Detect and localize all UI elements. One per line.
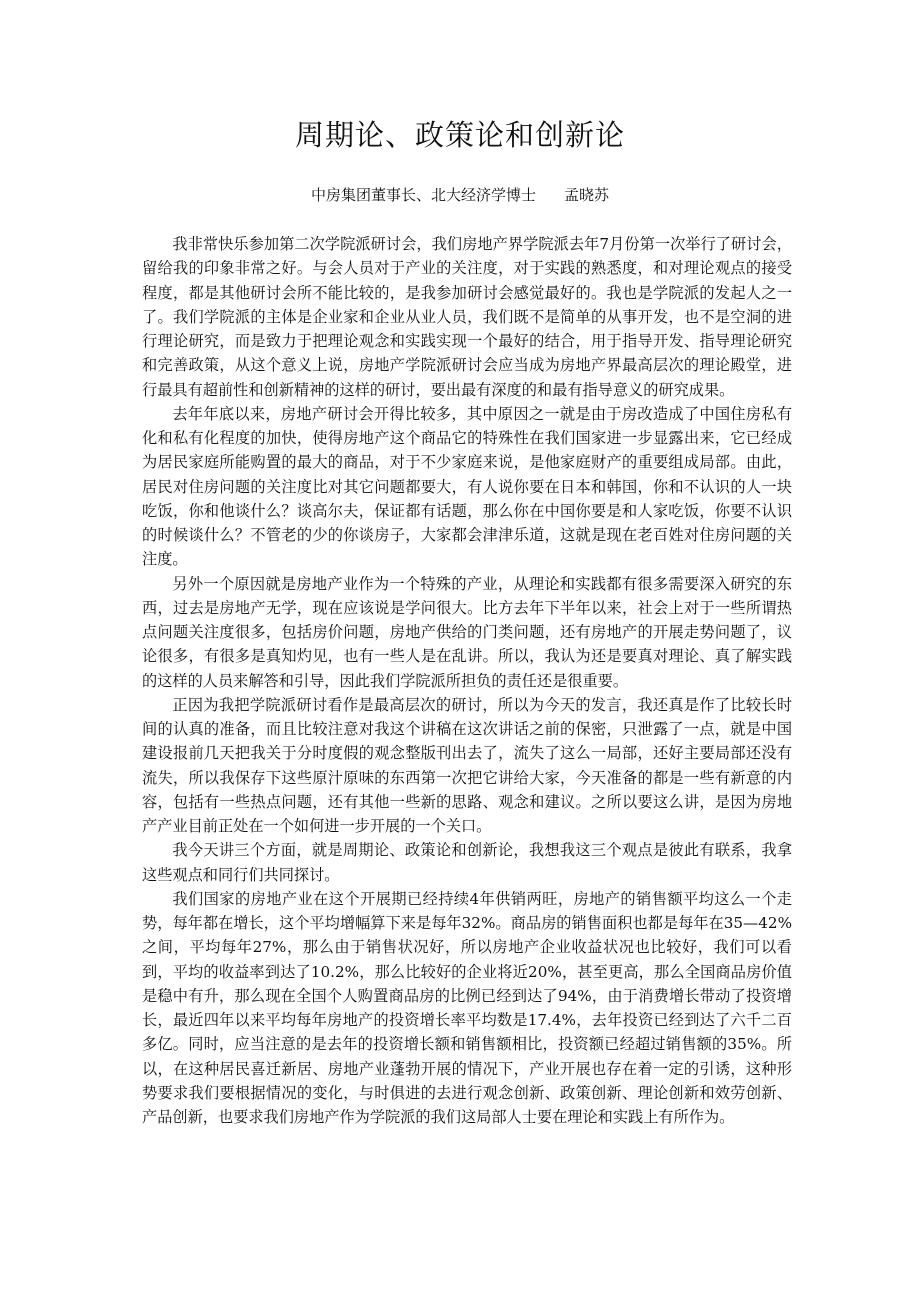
- author-name: 孟晓苏: [564, 186, 610, 204]
- page-title: 周期论、政策论和创新论: [294, 118, 625, 152]
- author-affiliation: 中房集团董事长、北大经济学博士: [310, 186, 536, 204]
- paragraph-2: 去年年底以来，房地产研讨会开得比较多，其中原因之一就是由于房改造成了中国住房私有化和私有化程度的加快，使得房地产这个商品它的特殊性在我们国家进一步显露出来，它已经成为居民家庭所能购置的最大的商品，对于不少家庭来说，是他家庭财产的重要组成局部。由此，居民对住房问题的关注度比对其它问题都要大，有人说你要在日本和韩国，你和不认识的人一块吃饭，你和他谈什么？谈高尔夫，保证都有话题，那么你在中国你要是和人家吃饭，你要不认识的时候谈什么？不管老的少的你谈房子，大家都会津津乐道，这就是现在老百姓对住房问题的关注度。: [142, 404, 792, 569]
- paragraph-3: 另外一个原因就是房地产业作为一个特殊的产业，从理论和实践都有很多需要深入研究的东西，过去是房地产无学，现在应该说是学问很大。比方去年下半年以来，社会上对于一些所谓热点问题关注度很多，包括房价问题，房地产供给的门类问题，还有房地产的开展走势问题了，议论很多，有很多是真知灼见，也有一些人是在乱讲。所以，我认为还是要真对理论、真了解实践的这样的人员来解答和引导，因此我们学院派所担负的责任还是很重要。: [142, 574, 792, 690]
- paragraph-5: 我今天讲三个方面，就是周期论、政策论和创新论，我想我这三个观点是彼此有联系，我拿这些观点和同行们共同探讨。: [142, 841, 792, 884]
- paragraph-1: 我非常快乐参加第二次学院派研讨会，我们房地产界学院派去年7月份第一次举行了研讨会，留给我的印象非常之好。与会人员对于产业的关注度，对于实践的熟悉度，和对理论观点的接受程度，都是其他研讨会所不能比较的，是我参加研讨会感觉最好的。我也是学院派的发起人之一了。我们学院派的主体是企业家和企业从业人员，我们既不是简单的从事开发，也不是空洞的进行理论研究，而是致力于把理论观念和实践实现一个最好的结合，用于指导开发、指导理论研究和完善政策，从这个意义上说，房地产学院派研讨会应当成为房地产界最高层次的理论殿堂，进行最具有超前性和创新精神的这样的研讨，要出最有深度的和最有指导意义的研究成果。: [142, 235, 792, 399]
- paragraph-6: 我们国家的房地产业在这个开展期已经持续4年供销两旺，房地产的销售额平均这么一个走势，每年都在增长，这个平均增幅算下来是每年32%。商品房的销售面积也都是每年在35—42%之间，平均每年27%，那么由于销售状况好，所以房地产企业收益状况也比较好，我们可以看到，平均的收益率到达了10.2%，那么比较好的企业将近20%，甚至更高，那么全国商品房价值是稳中有升，那么现在全国个人购置商品房的比例已经到达了94%，由于消费增长带动了投资增长，最近四年以来平均每年房地产的投资增长率平均数是17.4%，去年投资已经到达了六千二百多亿。同时，应当注意的是去年的投资增长额和销售额相比，投资额已经超过销售额的35%。所以，在这种居民喜迁新居、房地产业蓬勃开展的情况下，产业开展也存在着一定的引诱，这种形势要求我们要根据情况的变化，与时俱进的去进行观念创新、政策创新、理论创新和效劳创新、产品创新，也要求我们房地产作为学院派的我们这局部人士要在理论和实践上有所作为。: [142, 889, 792, 1126]
- paragraph-4: 正因为我把学院派研讨看作是最高层次的研讨，所以为今天的发言，我还真是作了比较长时间的认真的准备，而且比较注意对我这个讲稿在这次讲话之前的保密，只泄露了一点，就是中国建设报前几天把我关于分时度假的观念整版刊出去了，流失了这么一局部，还好主要局部还没有流失，所以我保存下这些原汁原味的东西第一次把它讲给大家，今天准备的都是一些有新意的内容，包括有一些热点问题，还有其他一些新的思路、观念和建议。之所以要这么讲，是因为房地产产业目前正处在一个如何进一步开展的一个关口。: [142, 695, 792, 835]
- byline: [0, 184, 920, 206]
- article-body: [142, 232, 792, 1129]
